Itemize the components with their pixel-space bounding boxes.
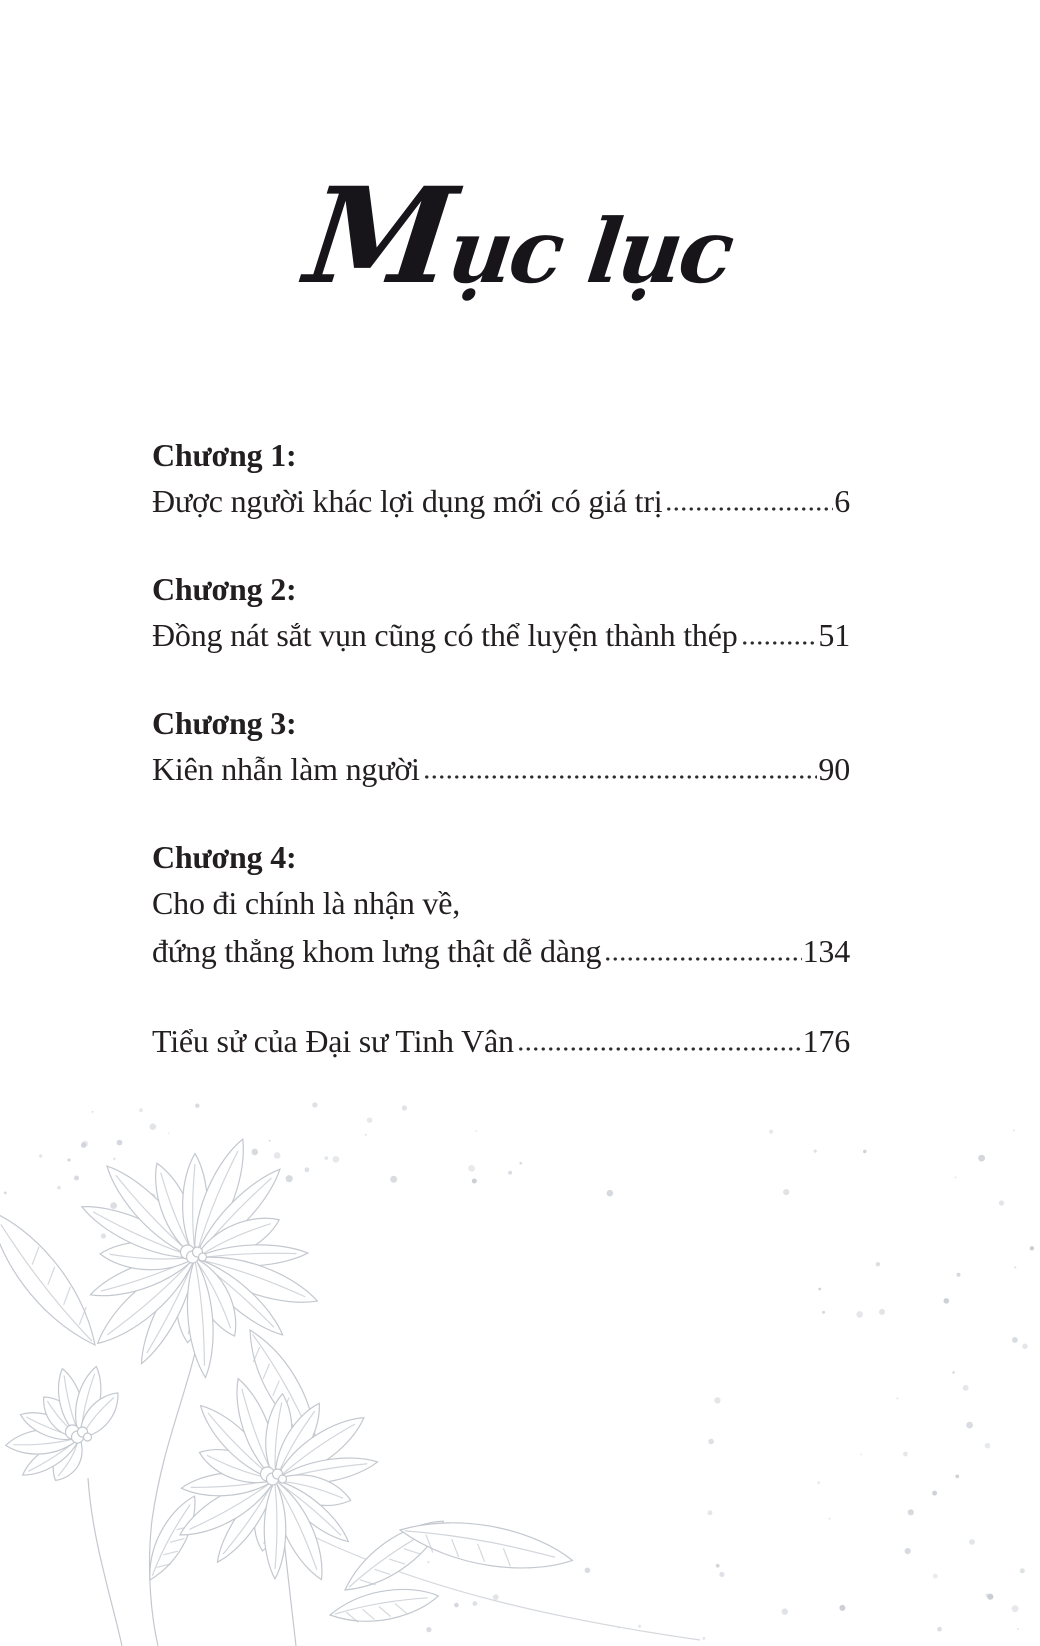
toc-line bbox=[152, 927, 850, 975]
toc-list bbox=[152, 433, 850, 1107]
toc-line bbox=[152, 1017, 850, 1065]
dotted-leader bbox=[517, 1046, 802, 1052]
toc-line bbox=[152, 477, 850, 525]
toc-line bbox=[152, 879, 850, 927]
chapter-header: Chương 1: bbox=[152, 437, 297, 473]
toc-entry bbox=[152, 567, 850, 659]
page-number: 90 bbox=[818, 751, 850, 787]
page-number: 51 bbox=[818, 617, 850, 653]
dotted-leader bbox=[741, 640, 818, 646]
toc-entry bbox=[152, 1017, 850, 1065]
chapter-header: Chương 3: bbox=[152, 705, 297, 741]
speckle-texture bbox=[3, 1102, 1034, 1640]
toc-line-text: Được người khác lợi dụng mới có giá trị bbox=[152, 483, 663, 519]
chapter-header: Chương 4: bbox=[152, 839, 297, 875]
page-number: 6 bbox=[834, 483, 850, 519]
toc-line-text: đứng thẳng khom lưng thật dễ dàng bbox=[152, 933, 602, 969]
page-number: 134 bbox=[802, 933, 850, 969]
toc-line-text: Đồng nát sắt vụn cũng có thể luyện thành thép bbox=[152, 617, 738, 653]
chapter-header: Chương 2: bbox=[152, 571, 297, 607]
dotted-leader bbox=[604, 956, 801, 962]
toc-line bbox=[152, 611, 850, 659]
toc-line bbox=[152, 745, 850, 793]
page-number: 176 bbox=[802, 1023, 850, 1059]
toc-entry bbox=[152, 701, 850, 793]
page-title: Mục lục bbox=[298, 159, 737, 314]
toc-line-text: Cho đi chính là nhận về, bbox=[152, 885, 461, 921]
lotus-drawing bbox=[0, 1134, 700, 1646]
toc-entry bbox=[152, 835, 850, 975]
toc-line-text: Kiên nhẫn làm người bbox=[152, 751, 420, 787]
dotted-leader bbox=[665, 506, 833, 512]
toc-entry bbox=[152, 433, 850, 525]
toc-line-text: Tiểu sử của Đại sư Tinh Vân bbox=[152, 1023, 514, 1059]
dotted-leader bbox=[423, 774, 818, 780]
